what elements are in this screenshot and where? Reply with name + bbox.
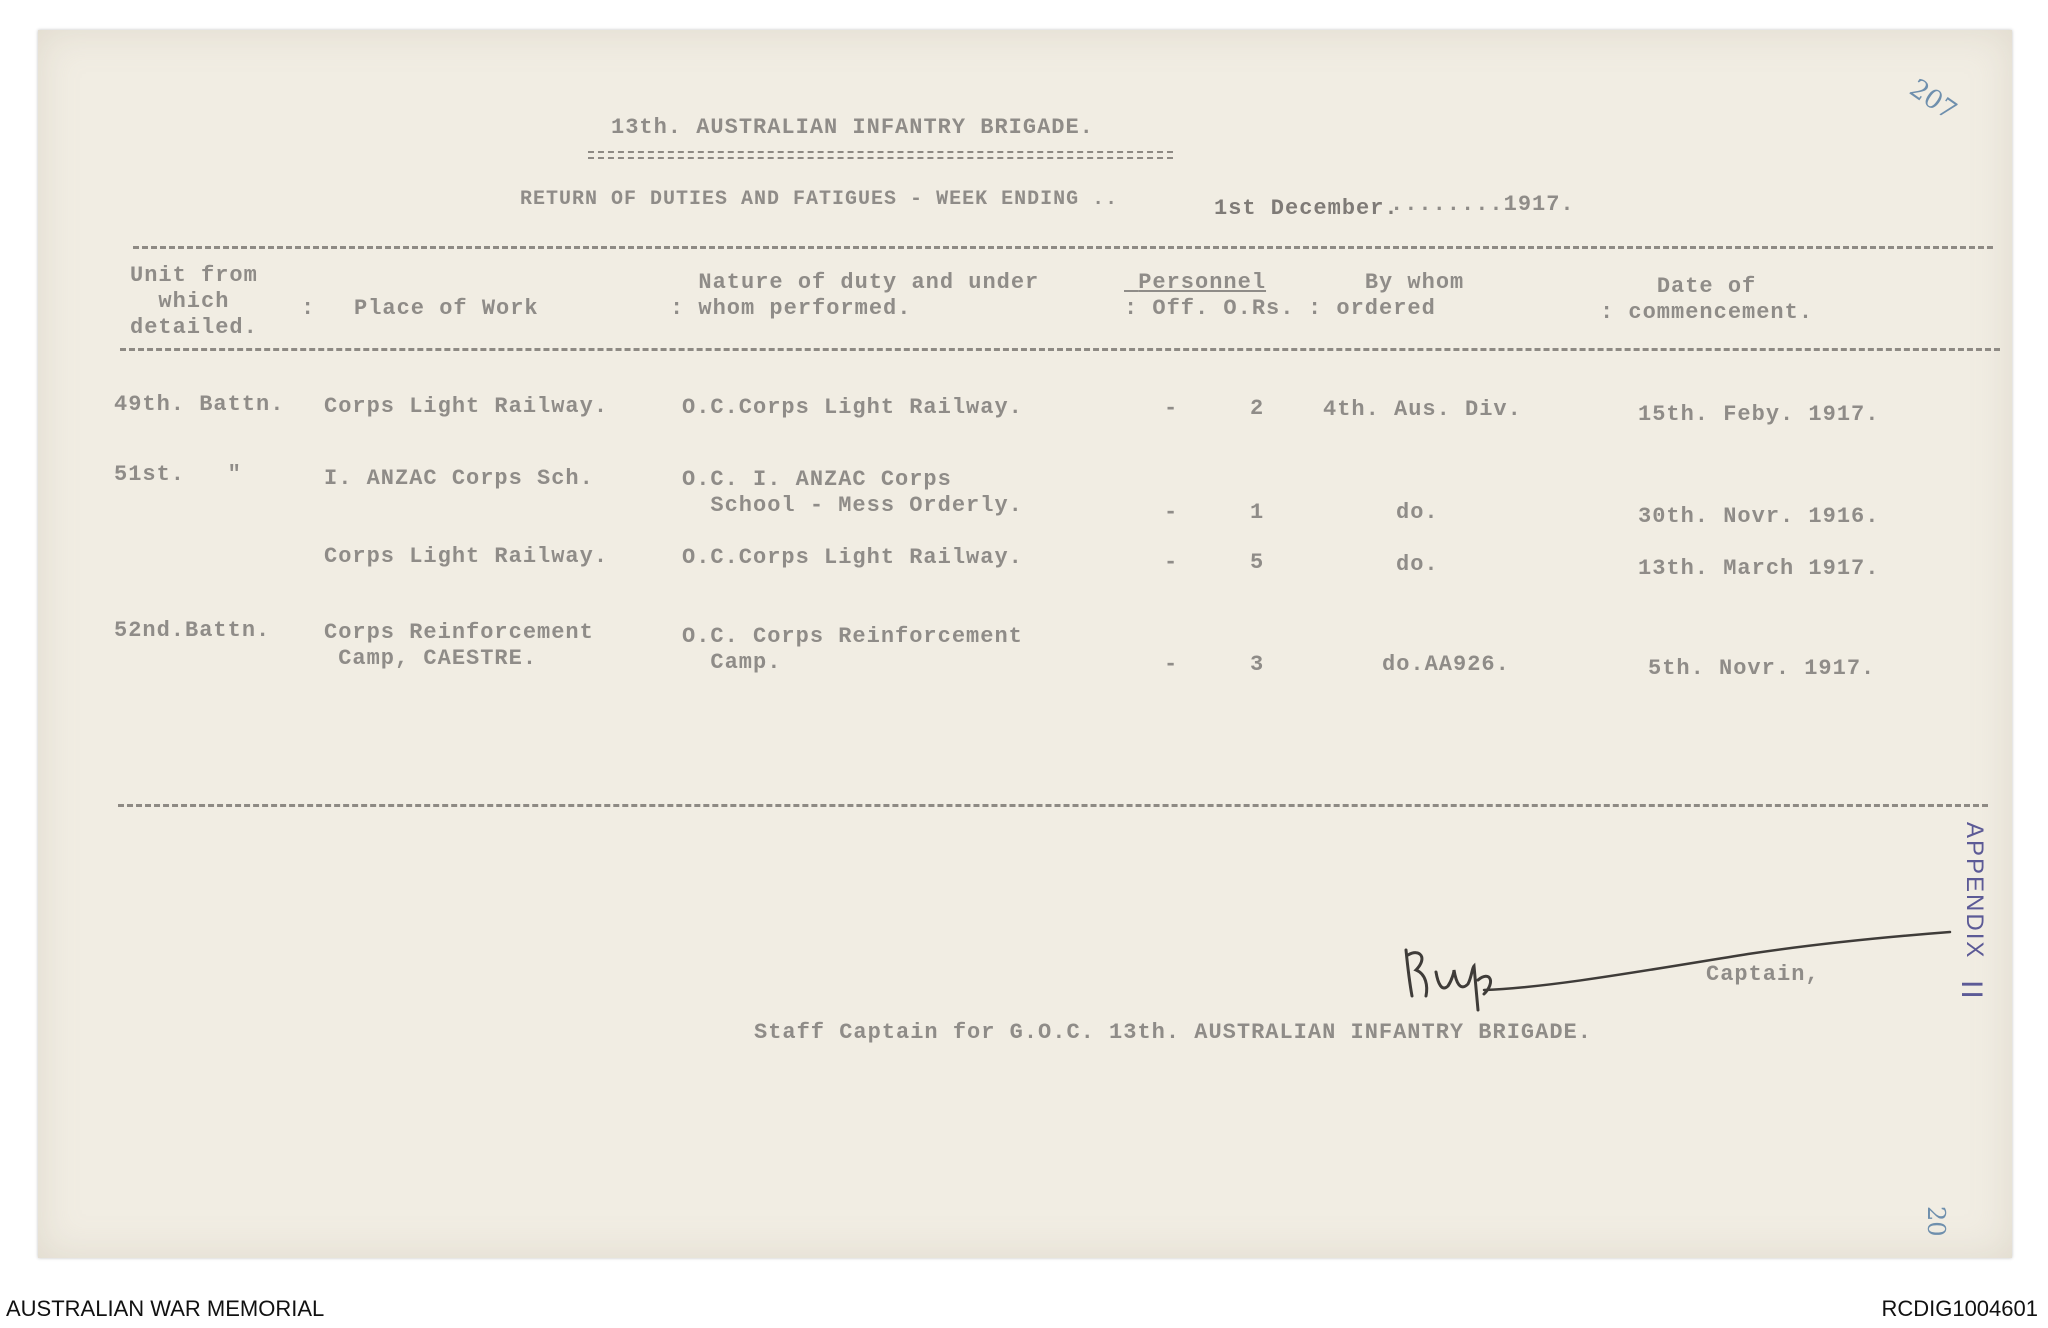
signature-title: Staff Captain for G.O.C. 13th. AUSTRALIAN INFANTRY BRIGADE. — [754, 1020, 1592, 1045]
appendix-stamp: APPENDIX — [1961, 822, 1988, 960]
table-top-rule — [133, 246, 1993, 249]
row3-off: - — [1164, 550, 1179, 575]
row3-nature: O.C.Corps Light Railway. — [682, 545, 1023, 570]
col-date-header: Date of : commencement. — [1600, 274, 1814, 325]
row1-place: Corps Light Railway. — [324, 394, 609, 419]
heading-underline-2 — [588, 157, 1173, 159]
appendix-numeral: II — [1955, 980, 1988, 1001]
col-unit-header: Unit from which detailed. — [130, 263, 258, 340]
col-place-header: Place of Work — [354, 296, 539, 321]
header-bottom-rule — [120, 348, 2000, 351]
row4-ors: 3 — [1250, 652, 1265, 677]
row4-off: - — [1164, 652, 1179, 677]
row2-place: I. ANZAC Corps Sch. — [324, 466, 594, 491]
signature-rank: Captain, — [1706, 962, 1820, 987]
folio-number: 207 — [1903, 73, 1962, 127]
row2-ors: 1 — [1250, 500, 1265, 525]
return-date: 1st December. — [1214, 196, 1399, 221]
row2-nature: O.C. I. ANZAC Corps School - Mess Orderly. — [682, 467, 1023, 518]
footer-id: RCDIG1004601 — [1881, 1296, 2038, 1321]
col-nature-header: Nature of duty and under : whom performed. — [670, 270, 1040, 321]
row2-bywhom: do. — [1396, 500, 1439, 525]
row2-date: 30th. Novr. 1916. — [1638, 504, 1880, 529]
row1-nature: O.C.Corps Light Railway. — [682, 395, 1023, 420]
row1-off: - — [1164, 396, 1179, 421]
return-year: ........1917. — [1390, 192, 1575, 217]
row4-nature: O.C. Corps Reinforcement Camp. — [682, 624, 1023, 675]
heading-underline — [588, 151, 1173, 153]
row1-date: 15th. Feby. 1917. — [1638, 402, 1880, 427]
row1-bywhom: 4th. Aus. Div. — [1323, 397, 1522, 422]
row4-date: 5th. Novr. 1917. — [1648, 656, 1876, 681]
return-title: RETURN OF DUTIES AND FATIGUES - WEEK ENDING .. — [520, 188, 1119, 211]
table-bottom-rule — [118, 804, 1988, 807]
document-sheet — [38, 30, 2012, 1258]
row3-date: 13th. March 1917. — [1638, 556, 1880, 581]
row1-ors: 2 — [1250, 396, 1265, 421]
footer-source: AUSTRALIAN WAR MEMORIAL — [6, 1296, 325, 1321]
handwritten-signature — [1398, 910, 1958, 1020]
row4-bywhom: do.AA926. — [1382, 652, 1510, 677]
row1-unit: 49th. Battn. — [114, 392, 285, 417]
row2-unit: 51st. " — [114, 462, 242, 487]
row2-off: - — [1164, 500, 1179, 525]
col-personnel-header: Personnel : Off. O.Rs. — [1124, 270, 1295, 321]
row3-ors: 5 — [1250, 550, 1265, 575]
col-bywhom-header: By whom : ordered — [1308, 270, 1465, 321]
row4-place: Corps Reinforcement Camp, CAESTRE. — [324, 620, 594, 671]
brigade-heading: 13th. AUSTRALIAN INFANTRY BRIGADE. — [611, 115, 1094, 140]
col-sep-1: : — [301, 296, 316, 321]
row3-bywhom: do. — [1396, 552, 1439, 577]
row4-unit: 52nd.Battn. — [114, 618, 271, 643]
row3-place: Corps Light Railway. — [324, 544, 609, 569]
page-number: 20 — [1922, 1206, 1950, 1237]
